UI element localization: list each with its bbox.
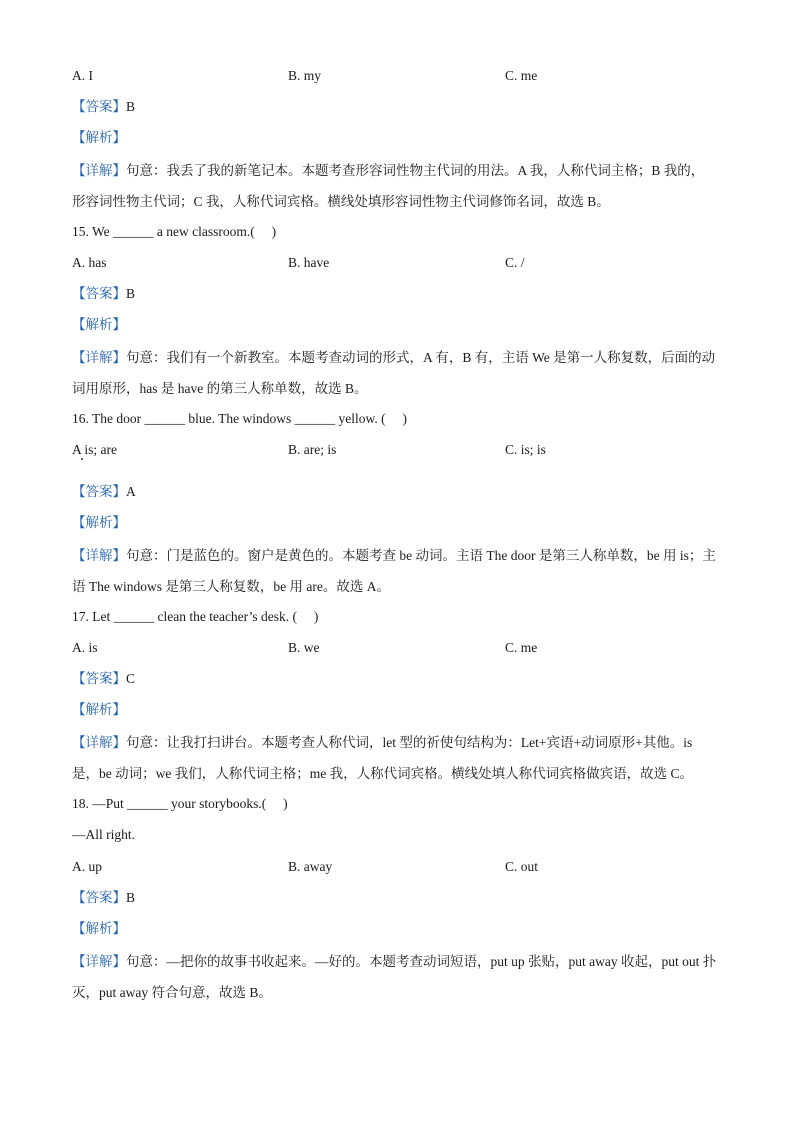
q18-option-a: A. up — [72, 859, 102, 874]
answer-value: C — [126, 671, 136, 686]
answer-value: B — [126, 99, 136, 114]
q17-detail — [72, 727, 717, 789]
detail-text: 句意：我们有一个新教室。本题考查动词的形式，A 有，B 有，主语 We 是第一人称复数，后面的动词用原形，has 是 have 的第三人称单数，故选 B。 — [72, 350, 716, 396]
answer-tag: 【答案】 — [72, 286, 126, 301]
q16-analysis — [72, 513, 126, 533]
detail-tag: 【详解】 — [72, 350, 126, 365]
q17-analysis — [72, 700, 126, 720]
answer-value: B — [126, 286, 136, 301]
q18-answer — [72, 888, 135, 908]
q15-detail — [72, 342, 717, 404]
answer-value: B — [126, 890, 136, 905]
detail-text: 句意：让我打扫讲台。本题考查人称代词，let 型的祈使句结构为：Let+宾语+动词原形+其他。is 是，be 动词；we 我们，人称代词主格；me 我，人称代词宾格。横线处填人称代词宾格做宾语，故选 C。 — [72, 735, 693, 781]
q18-question: 18. —Put ______ your storybooks.( ) — [72, 796, 288, 811]
q15-answer — [72, 284, 135, 304]
q18-reply: —All right. — [72, 827, 135, 842]
q14-option-c: C. me — [505, 68, 538, 83]
q17-option-b: B. we — [288, 640, 320, 655]
analysis-tag: 【解析】 — [72, 130, 126, 145]
q15-question: 15. We ______ a new classroom.( ) — [72, 224, 277, 239]
analysis-tag: 【解析】 — [72, 921, 126, 936]
q15-analysis — [72, 315, 126, 335]
detail-text: 句意：门是蓝色的。窗户是黄色的。本题考查 be 动词。主语 The door 是第三人称单数，be 用 is；主语 The windows 是第三人称复数，be 用 are。故选 A。 — [72, 548, 716, 594]
detail-text: 句意：我丢了我的新笔记本。本题考查形容词性物主代词的用法。A 我，人称代词主格；B 我的，形容词性物主代词；C 我，人称代词宾格。横线处填形容词性物主代词修饰名词，故选 B。 — [72, 163, 705, 209]
q16-answer — [72, 482, 136, 502]
answer-tag: 【答案】 — [72, 484, 126, 499]
q18-option-c: C. out — [505, 859, 539, 874]
q14-answer — [72, 97, 135, 117]
q14-detail — [72, 155, 717, 217]
q17-options — [72, 638, 732, 658]
q14-analysis — [72, 128, 126, 148]
q16-question: 16. The door ______ blue. The windows ______ yellow. ( ) — [72, 411, 407, 426]
analysis-tag: 【解析】 — [72, 317, 126, 332]
answer-tag: 【答案】 — [72, 890, 126, 905]
q16-detail — [72, 540, 717, 602]
answer-tag: 【答案】 — [72, 99, 126, 114]
answer-tag: 【答案】 — [72, 671, 126, 686]
q18-detail — [72, 946, 717, 1008]
q18-analysis — [72, 919, 126, 939]
detail-tag: 【详解】 — [72, 548, 126, 563]
answer-value: A — [126, 484, 136, 499]
q14-option-b: B. my — [288, 68, 322, 83]
analysis-tag: 【解析】 — [72, 515, 126, 530]
analysis-tag: 【解析】 — [72, 702, 126, 717]
q15-option-a: A. has — [72, 255, 107, 270]
q15-option-c: C. / — [505, 255, 525, 270]
q18-option-b: B. away — [288, 859, 333, 874]
detail-text: 句意：—把你的故事书收起来。—好的。本题考查动词短语，put up 张贴，put away 收起，put out 扑灭，put away 符合句意，故选 B。 — [72, 954, 717, 1000]
q17-answer — [72, 669, 135, 689]
q16-option-c: C. is; is — [505, 442, 546, 457]
q15-options — [72, 253, 732, 273]
q16-options — [72, 440, 732, 460]
q14-options — [72, 66, 732, 86]
detail-tag: 【详解】 — [72, 163, 126, 178]
q15-option-b: B. have — [288, 255, 330, 270]
detail-tag: 【详解】 — [72, 954, 126, 969]
detail-tag: 【详解】 — [72, 735, 126, 750]
q14-option-a: A. I — [72, 68, 93, 83]
q16-option-b: B. are; is — [288, 442, 337, 457]
q18-options — [72, 857, 732, 877]
q17-option-c: C. me — [505, 640, 538, 655]
stray-dot-mark — [81, 458, 83, 460]
q17-question: 17. Let ______ clean the teacher’s desk. ( ) — [72, 609, 319, 624]
q17-option-a: A. is — [72, 640, 98, 655]
q16-option-a: A is; are — [72, 442, 117, 457]
